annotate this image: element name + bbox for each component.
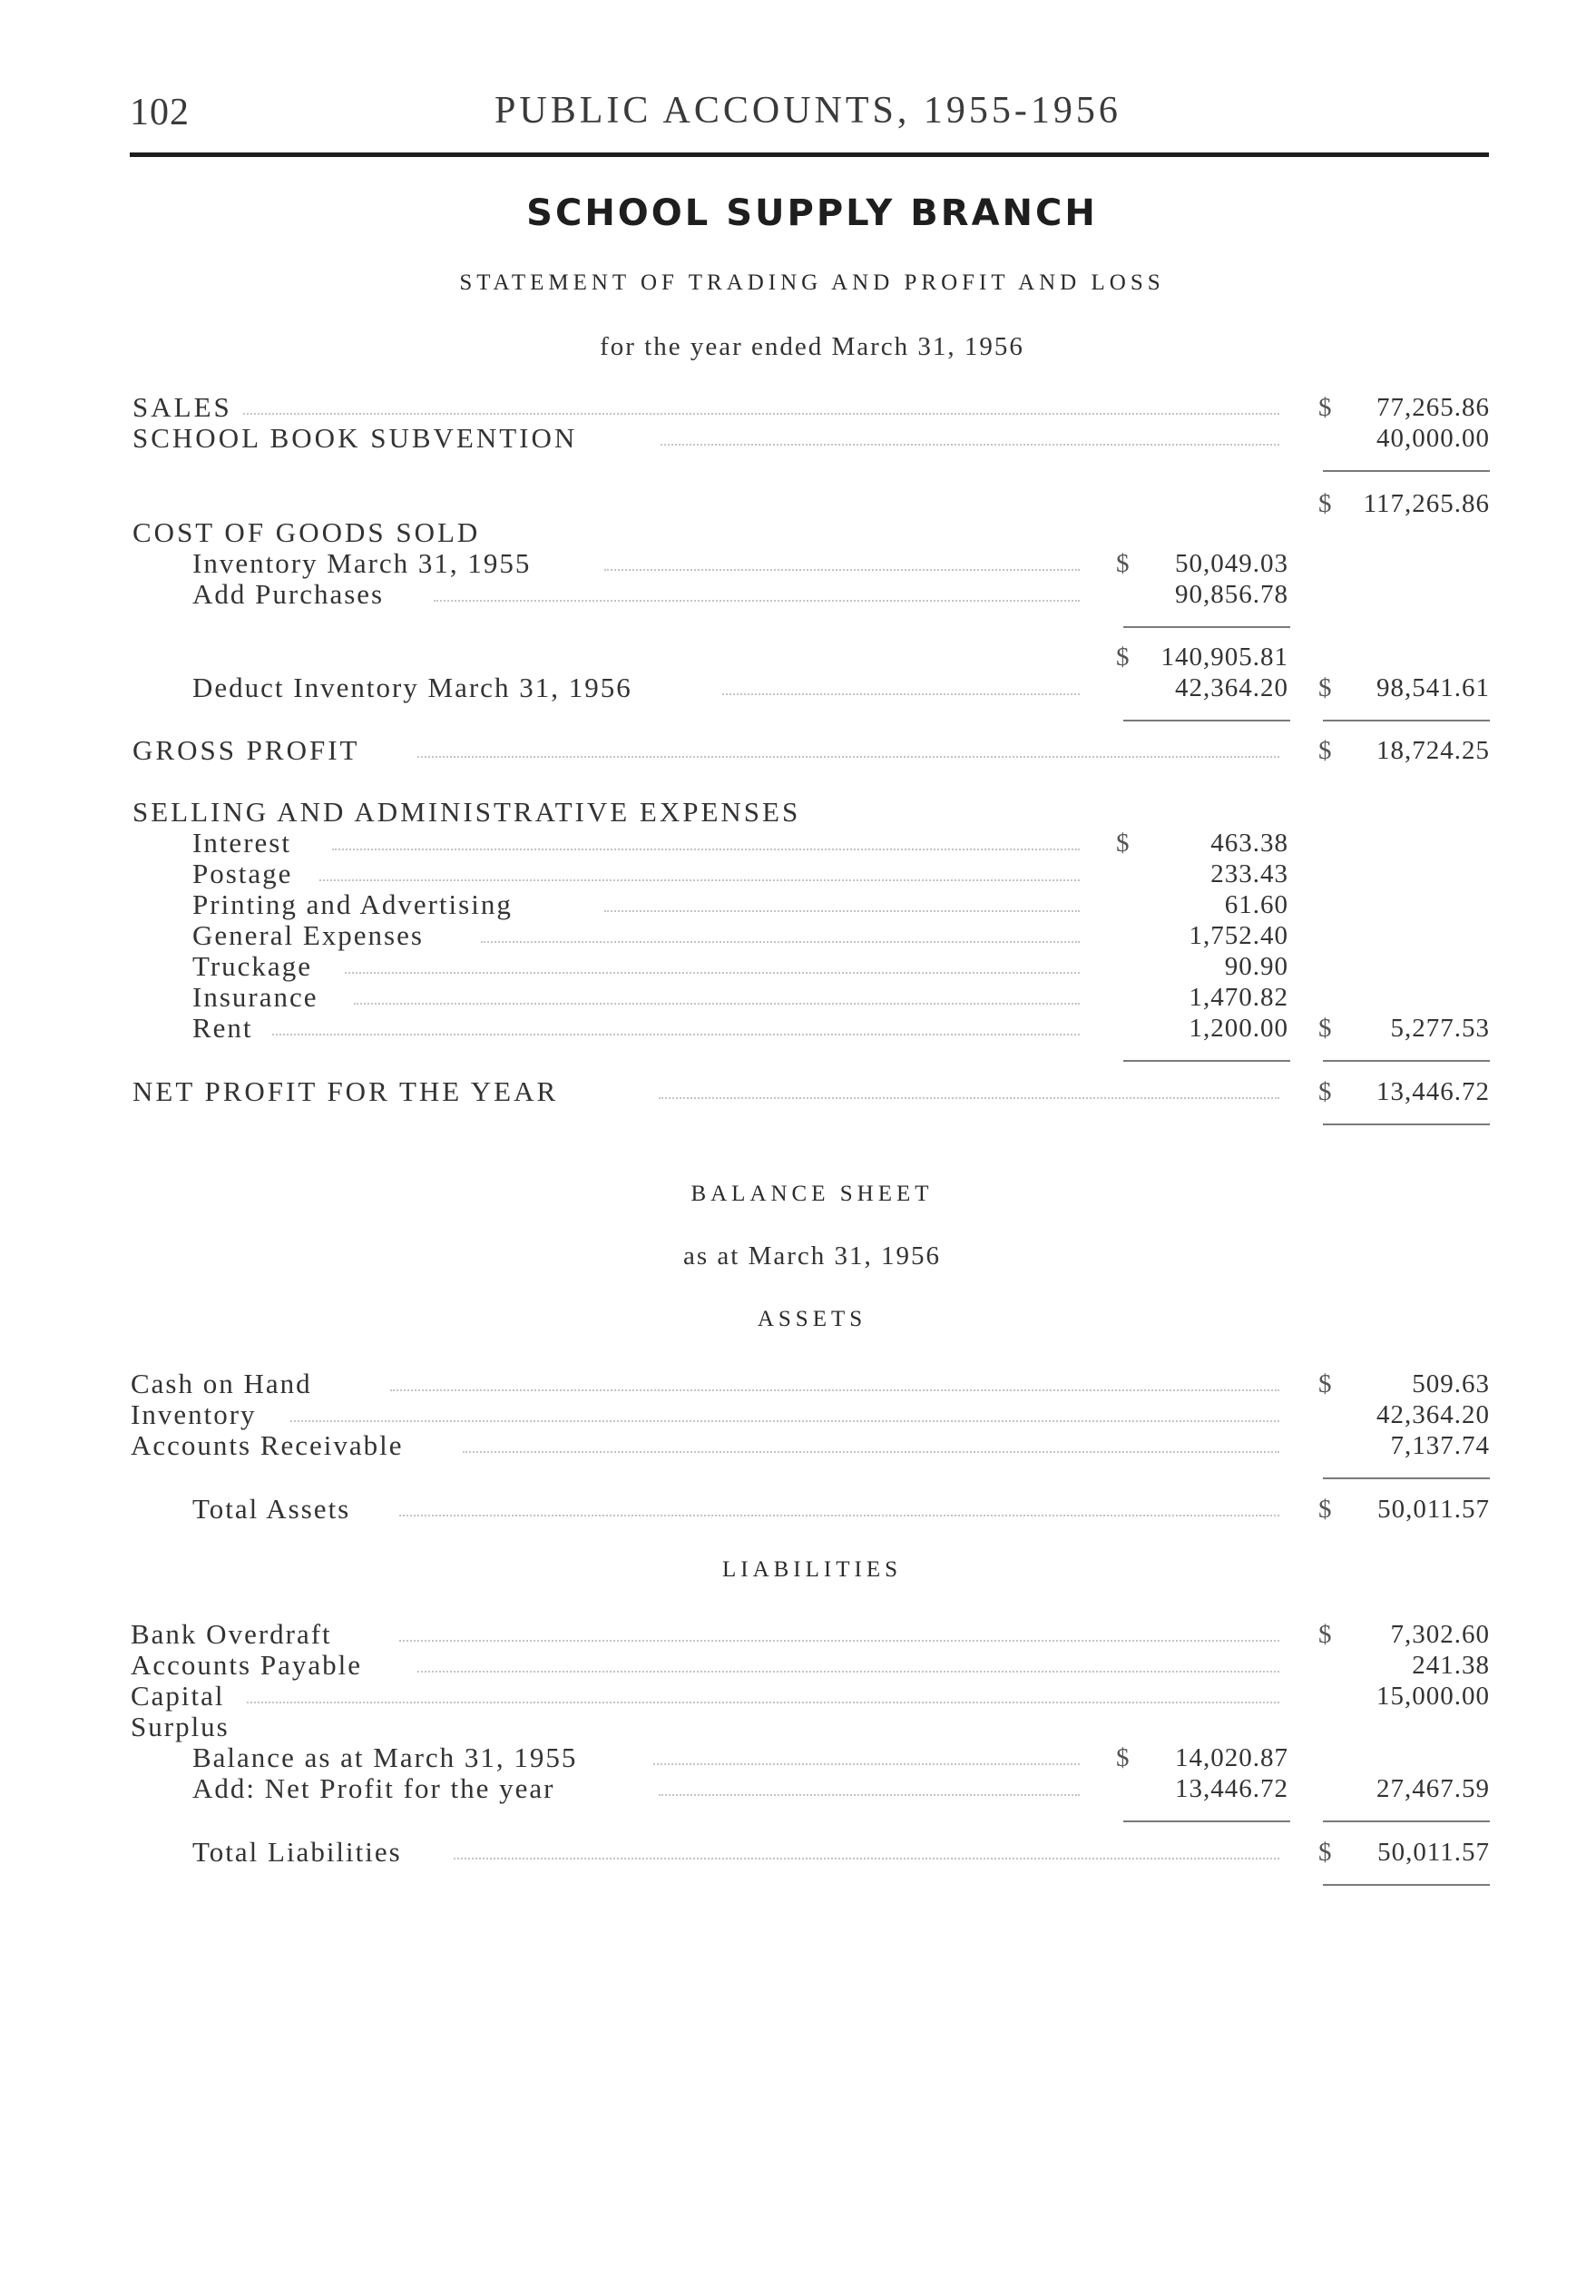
leader-dots (454, 1858, 1279, 1859)
sales-amount: 77,265.86 (1376, 393, 1490, 422)
surplus-add-label: Add: Net Profit for the year (192, 1772, 555, 1804)
currency-sign: $ (1318, 1077, 1332, 1106)
currency-sign: $ (1318, 1495, 1332, 1524)
purchases-label: Add Purchases (192, 578, 385, 610)
expense-label: Postage (192, 858, 293, 889)
expense-amount: 61.60 (1224, 890, 1288, 919)
leader-dots (722, 693, 1080, 695)
asset-row (0, 1428, 1542, 1463)
sum-rule (1323, 470, 1490, 472)
leader-dots (604, 569, 1080, 571)
asset-label: Cash on Hand (131, 1368, 312, 1399)
expense-amount: 1,200.00 (1189, 1014, 1288, 1043)
purchases-amount: 90,856.78 (1175, 580, 1288, 609)
sum-rule (1123, 1060, 1290, 1062)
expense-row (0, 918, 1542, 953)
gross-profit-label: GROSS PROFIT (132, 734, 360, 766)
currency-sign: $ (1318, 1369, 1332, 1398)
currency-sign: $ (1116, 643, 1130, 672)
page-title: SCHOOL SUPPLY BRANCH (526, 192, 1098, 234)
inventory-open-row (0, 546, 1542, 581)
expense-label: Printing and Advertising (192, 888, 513, 920)
currency-sign: $ (1318, 393, 1332, 422)
expense-row (0, 826, 1542, 860)
liabilities-heading: LIABILITIES (721, 1557, 903, 1582)
balance-sheet-date: as at March 31, 1956 (682, 1241, 942, 1271)
leader-dots (319, 879, 1080, 881)
total-assets-label: Total Assets (192, 1493, 351, 1525)
leader-dots (345, 972, 1080, 974)
expense-amount: 463.38 (1210, 829, 1288, 858)
total-rule (1323, 1884, 1490, 1886)
expenses-label: SELLING AND ADMINISTRATIVE EXPENSES (132, 796, 801, 828)
leader-dots (463, 1451, 1279, 1453)
expense-label: Interest (192, 827, 291, 859)
leader-dots (243, 413, 1279, 415)
page-number: 102 (130, 92, 190, 133)
asset-amount: 509.63 (1412, 1369, 1490, 1398)
asset-label: Inventory (131, 1398, 257, 1430)
expense-label: Rent (192, 1012, 253, 1044)
total-assets-amount: 50,011.57 (1377, 1495, 1490, 1524)
expenses-total-amount: 5,277.53 (1390, 1014, 1490, 1043)
expense-amount: 233.43 (1210, 859, 1288, 888)
asset-amount: 42,364.20 (1376, 1400, 1490, 1429)
sum-rule (1123, 1820, 1290, 1822)
surplus-add-row (0, 1771, 1542, 1806)
currency-sign: $ (1318, 736, 1332, 765)
surplus-balance-amount: 14,020.87 (1175, 1743, 1288, 1772)
leader-dots (272, 1034, 1080, 1035)
total-liabilities-row (0, 1835, 1542, 1869)
expense-amount: 90.90 (1224, 952, 1288, 981)
liability-label: Bank Overdraft (131, 1618, 332, 1650)
sum-rule (1123, 720, 1290, 721)
expense-label: General Expenses (192, 919, 424, 951)
sum-rule (1323, 1820, 1490, 1822)
surplus-total-amount: 27,467.59 (1376, 1774, 1490, 1803)
header-rule (130, 152, 1489, 157)
subvention-label: SCHOOL BOOK SUBVENTION (132, 422, 578, 454)
inventory-close-amount: 42,364.20 (1175, 673, 1288, 702)
liability-row (0, 1648, 1542, 1683)
gross-profit-row (0, 733, 1542, 768)
inventory-close-label: Deduct Inventory March 31, 1956 (192, 672, 632, 703)
surplus-label: Surplus (131, 1711, 230, 1742)
assets-heading: ASSETS (757, 1307, 867, 1331)
leader-dots (481, 941, 1080, 943)
asset-label: Accounts Receivable (131, 1429, 404, 1461)
leader-dots (604, 910, 1080, 912)
surplus-add-amount: 13,446.72 (1175, 1774, 1288, 1803)
expense-row (0, 1011, 1542, 1045)
leader-dots (247, 1702, 1279, 1703)
expense-label: Truckage (192, 950, 312, 982)
cogs-total-amount: 98,541.61 (1376, 673, 1490, 702)
cogs-subtotal-amount: 140,905.81 (1160, 643, 1288, 672)
asset-row (0, 1367, 1542, 1401)
leader-dots (417, 1671, 1279, 1673)
currency-sign: $ (1318, 673, 1332, 702)
currency-sign: $ (1318, 489, 1332, 518)
subvention-row (0, 421, 1542, 456)
leader-dots (399, 1515, 1279, 1516)
expense-amount: 1,752.40 (1189, 921, 1288, 950)
leader-dots (390, 1389, 1279, 1391)
leader-dots (659, 1097, 1279, 1099)
expense-row (0, 949, 1542, 984)
running-title: PUBLIC ACCOUNTS, 1955-1956 (494, 90, 1121, 132)
leader-dots (354, 1003, 1080, 1005)
cogs-subtotal-row (0, 640, 1542, 674)
expenses-heading-row (0, 795, 1542, 829)
balance-sheet-heading: BALANCE SHEET (690, 1182, 934, 1206)
liability-row (0, 1679, 1542, 1713)
sum-rule (1323, 1477, 1490, 1479)
sales-label: SALES (132, 391, 232, 423)
sum-rule (1123, 626, 1290, 628)
net-profit-label: NET PROFIT FOR THE YEAR (132, 1075, 559, 1107)
leader-dots (659, 1794, 1080, 1796)
surplus-heading-row (0, 1710, 1542, 1744)
leader-dots (399, 1640, 1279, 1642)
cogs-label: COST OF GOODS SOLD (132, 516, 481, 548)
currency-sign: $ (1116, 549, 1130, 578)
leader-dots (434, 600, 1080, 602)
liability-label: Capital (131, 1680, 225, 1712)
cogs-heading-row (0, 515, 1542, 550)
surplus-balance-label: Balance as at March 31, 1955 (192, 1742, 578, 1773)
currency-sign: $ (1318, 1014, 1332, 1043)
sales-row (0, 390, 1542, 425)
net-profit-amount: 13,446.72 (1376, 1077, 1490, 1106)
sum-rule (1323, 720, 1490, 721)
leader-dots (290, 1420, 1279, 1422)
total-liabilities-label: Total Liabilities (192, 1836, 402, 1868)
expense-row (0, 888, 1542, 922)
purchases-row (0, 577, 1542, 612)
liability-label: Accounts Payable (131, 1649, 362, 1681)
surplus-balance-row (0, 1741, 1542, 1775)
total-liabilities-amount: 50,011.57 (1377, 1838, 1490, 1867)
inventory-open-label: Inventory March 31, 1955 (192, 547, 532, 579)
liability-row (0, 1617, 1542, 1652)
expense-label: Insurance (192, 981, 318, 1013)
net-profit-row (0, 1074, 1542, 1109)
subvention-amount: 40,000.00 (1376, 424, 1490, 453)
leader-dots (661, 444, 1279, 446)
asset-amount: 7,137.74 (1390, 1431, 1490, 1460)
expense-amount: 1,470.82 (1189, 983, 1288, 1012)
inventory-close-row (0, 671, 1542, 705)
liability-amount: 7,302.60 (1390, 1620, 1490, 1649)
liability-amount: 241.38 (1412, 1651, 1490, 1680)
trading-statement-heading: STATEMENT OF TRADING AND PROFIT AND LOSS (459, 270, 1165, 295)
leader-dots (332, 849, 1080, 850)
currency-sign: $ (1116, 1743, 1130, 1772)
leader-dots (653, 1763, 1080, 1765)
expense-row (0, 857, 1542, 891)
currency-sign: $ (1318, 1838, 1332, 1867)
inventory-open-amount: 50,049.03 (1175, 549, 1288, 578)
liability-amount: 15,000.00 (1376, 1682, 1490, 1711)
total-rule (1323, 1123, 1490, 1125)
total-assets-row (0, 1492, 1542, 1526)
gross-profit-amount: 18,724.25 (1376, 736, 1490, 765)
expense-row (0, 980, 1542, 1015)
trading-period: for the year ended March 31, 1956 (600, 332, 1024, 361)
revenue-total-amount: 117,265.86 (1363, 489, 1490, 518)
leader-dots (417, 756, 1279, 758)
currency-sign: $ (1318, 1620, 1332, 1649)
currency-sign: $ (1116, 829, 1130, 858)
sum-rule (1323, 1060, 1490, 1062)
asset-row (0, 1398, 1542, 1432)
